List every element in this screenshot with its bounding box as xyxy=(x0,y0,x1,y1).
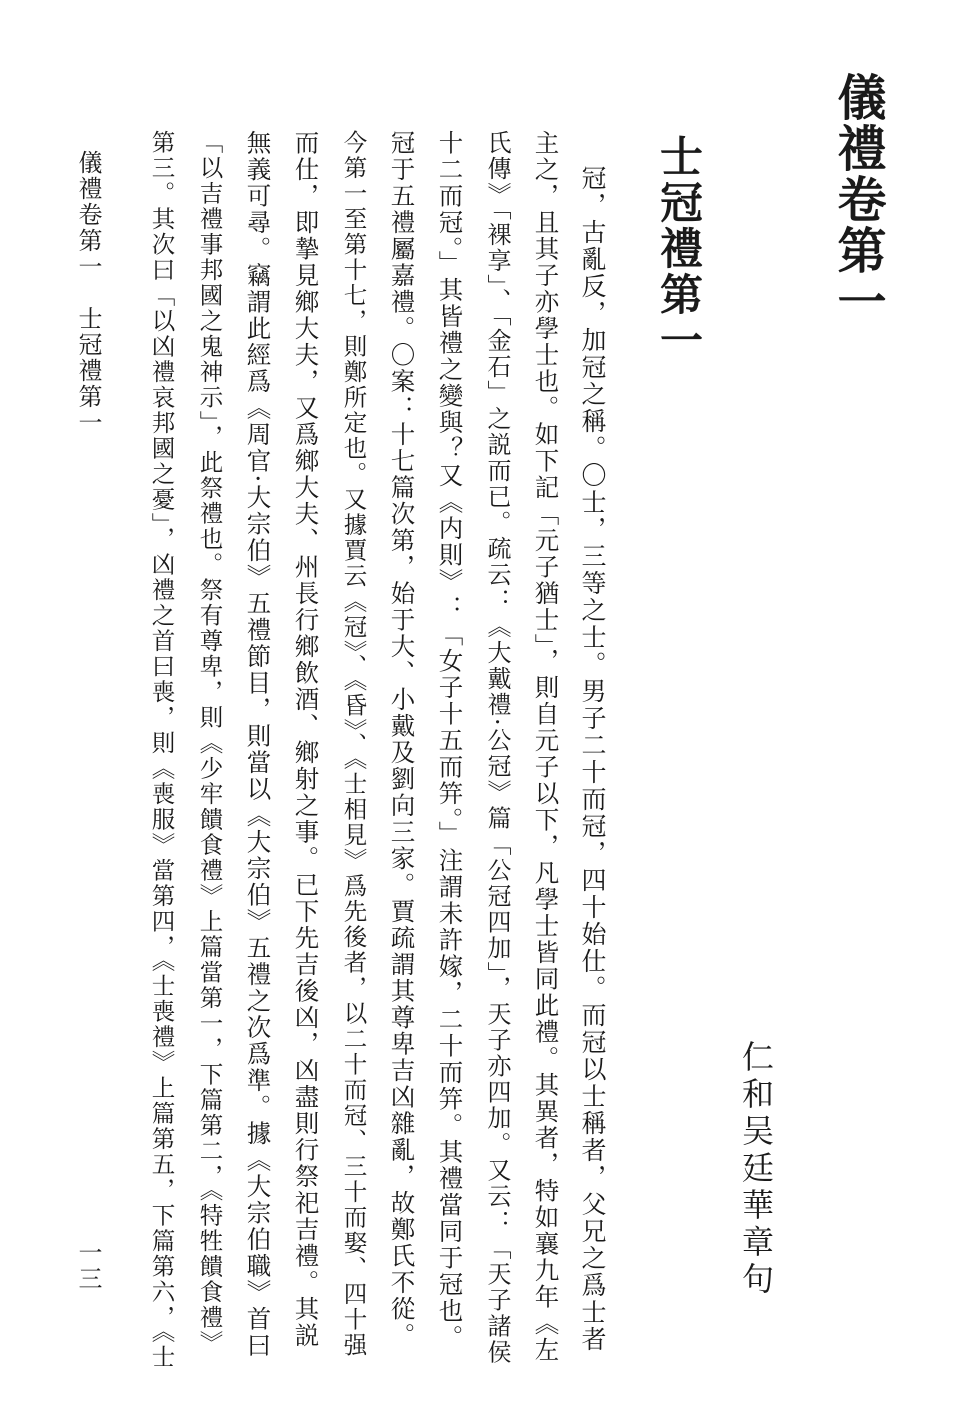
body-line-7: 而仕，即摯見鄉大夫，又爲鄉大夫、州長行鄉飲酒、鄉射之事。已下先吉後凶，凶盡則行祭祀吉禮。其説 xyxy=(291,130,321,1349)
book-title: 儀禮卷第一 xyxy=(830,72,888,327)
author-line: 仁和吴廷華章句 xyxy=(737,1040,775,1299)
body-line-9: 「以吉禮事邦國之鬼神示」，此祭禮也。祭有尊卑，則《少牢饋食禮》上篇當第一，下篇第二，《特牲饋食禮》 xyxy=(195,130,224,1356)
body-line-6: 今第一至第十七，則鄭所定也。又據賈云《冠》、《昏》、《士相見》爲先後者，以二十而冠、三十而娶、四十强 xyxy=(339,130,368,1358)
body-line-8: 無義可尋。竊謂此經爲《周官·大宗伯》五禮節目，則當以《大宗伯》五禮之次爲準。據《大宗伯職》首曰 xyxy=(243,130,273,1359)
body-line-4: 十二而冠。」其皆禮之變與？又《内則》：「女子十五而笄。」注謂未許嫁，二十而笄。其禮當同于冠也。 xyxy=(435,130,465,1351)
page-number: 一三 xyxy=(74,1240,102,1292)
body-line-2: 主之，且其子亦學士也。如下記「元子猶士」，則自元子以下，凡學士皆同此禮。其異者，特如襄九年《左 xyxy=(531,130,561,1364)
body-line-3: 氏傳》「裸享」、「金石」之説而已。疏云：《大戴禮·公冠》篇「公冠四加」，天子亦四加。又云：「天子諸侯 xyxy=(483,130,511,1366)
body-line-1: 冠，古亂反，加冠之稱。〇士，三等之士。男子二十而冠，四十始仕。而冠以士稱者，父兄之爲士者 xyxy=(578,165,607,1353)
body-line-10: 第三。其次曰「以凶禮哀邦國之憂」，凶禮之首曰喪，則《喪服》當第四，《士喪禮》上篇第五，下篇第六，《士 xyxy=(147,130,176,1370)
body-line-5: 冠于五禮屬嘉禮。〇案：十七篇次第，始于大、小戴及劉向三家。賈疏謂其尊卑吉凶雜亂，故鄭氏不從。 xyxy=(387,130,417,1349)
section-title: 士冠禮第一 xyxy=(653,134,703,364)
running-head: 儀禮卷第一 士冠禮第一 xyxy=(74,150,102,436)
